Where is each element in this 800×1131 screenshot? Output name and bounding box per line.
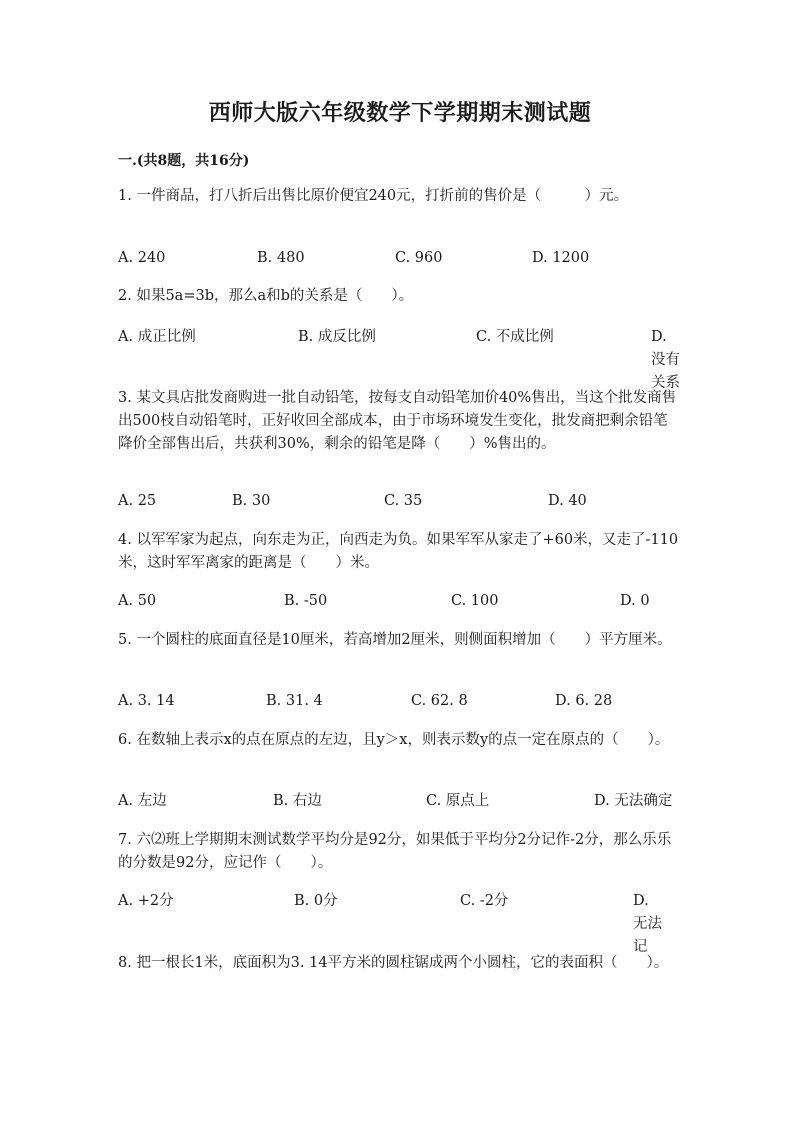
section-heading: 一.(共8题，共16分) [118,153,250,169]
question-2-option-b[interactable]: B. 成反比例 [298,329,376,345]
question-4-option-d[interactable]: D. 0 [620,593,650,609]
question-1-option-d[interactable]: D. 1200 [532,250,590,266]
exam-title: 西师大版六年级数学下学期期末测试题 [208,100,592,126]
question-2-option-c[interactable]: C. 不成比例 [476,329,554,345]
question-5-option-d[interactable]: D. 6. 28 [555,693,613,709]
question-1-option-a[interactable]: A. 240 [118,250,166,266]
question-5-option-a[interactable]: A. 3. 14 [118,693,175,709]
question-5-text: 5. 一个圆柱的底面直径是10厘米，若高增加2厘米，则侧面积增加（ ）平方厘米。 [118,632,672,648]
question-2-text: 2. 如果5a=3b，那么a和b的关系是（ ）。 [118,288,414,304]
question-2-option-d[interactable]: D. 没有关系 [651,329,680,391]
question-6-option-a[interactable]: A. 左边 [118,793,167,809]
question-3-option-b[interactable]: B. 30 [232,493,271,509]
question-1-option-b[interactable]: B. 480 [257,250,305,266]
question-3-text: 3. 某文具店批发商购进一批自动铅笔，按每支自动铅笔加价40%售出，当这个批发商售出500枝自动铅笔时，正好收回全部成本，由于市场环境发生变化，批发商把剩余铅笔降价全部售出后，共获利30%，剩余的铅笔是降（ ）%售出的。 [118,390,677,452]
question-6-option-c[interactable]: C. 原点上 [426,793,490,809]
question-6-option-b[interactable]: B. 右边 [273,793,322,809]
question-4-option-a[interactable]: A. 50 [118,593,157,609]
question-7-text: 7. 六⑵班上学期期末测试数学平均分是92分，如果低于平均分2分记作-2分，那么乐乐的分数是92分，应记作（ ）。 [118,832,672,871]
question-7-option-a[interactable]: A. +2分 [118,893,174,909]
question-4-option-b[interactable]: B. -50 [284,593,328,609]
question-7-option-d[interactable]: D. 无法记 [633,893,662,955]
question-5-option-c[interactable]: C. 62. 8 [411,693,468,709]
question-2-option-a[interactable]: A. 成正比例 [118,329,196,345]
question-7-option-c[interactable]: C. -2分 [460,893,509,909]
question-2-options [118,326,680,391]
question-7-option-b[interactable]: B. 0分 [294,893,338,909]
question-7-options [118,890,680,955]
question-6-option-d[interactable]: D. 无法确定 [594,793,673,809]
question-3-option-c[interactable]: C. 35 [384,493,423,509]
question-5-option-b[interactable]: B. 31. 4 [266,693,323,709]
question-4-text: 4. 以军军家为起点，向东走为正，向西走为负。如果军军从家走了+60米，又走了-110米，这时军军离家的距离是（ ）米。 [118,532,679,571]
question-8-text: 8. 把一根长1米，底面积为3. 14平方米的圆柱锯成两个小圆柱，它的表面积（ ）。 [118,955,669,971]
question-4-option-c[interactable]: C. 100 [451,593,499,609]
question-3-option-a[interactable]: A. 25 [118,493,157,509]
question-3-option-d[interactable]: D. 40 [548,493,587,509]
question-1-text: 1. 一件商品，打八折后出售比原价便宜240元，打折前的售价是（ ）元。 [118,188,629,204]
question-6-text: 6. 在数轴上表示x的点在原点的左边，且y＞x，则表示数y的点一定在原点的（ ）。 [118,732,670,748]
question-1-option-c[interactable]: C. 960 [395,250,443,266]
